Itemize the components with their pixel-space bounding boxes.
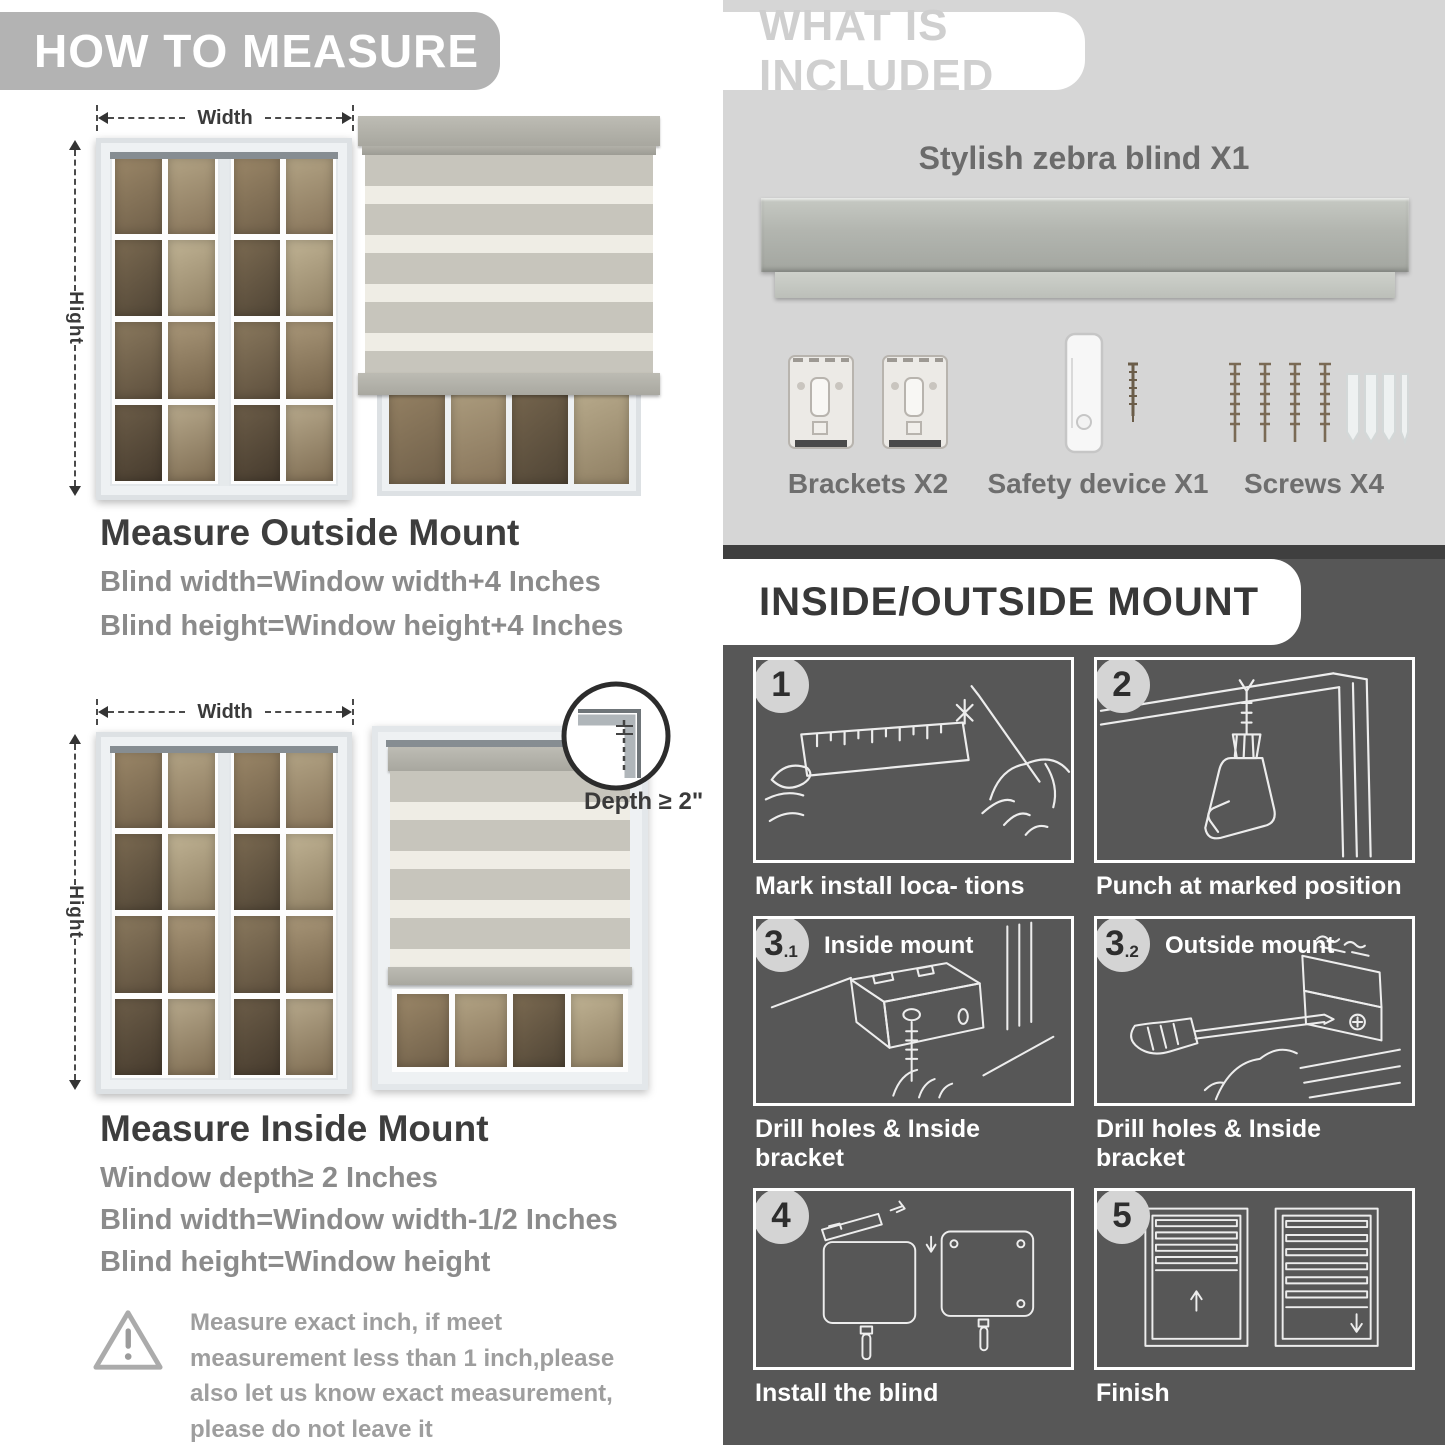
step-4-caption: Install the blind <box>755 1379 939 1407</box>
window-illustration <box>96 732 352 1094</box>
window-pane <box>234 834 281 911</box>
window-pane <box>168 405 215 482</box>
height-label: Hight <box>65 885 87 939</box>
window-pane <box>455 994 507 1067</box>
screws-icon <box>1219 350 1409 460</box>
step-4-image <box>753 1188 1074 1370</box>
arrow-down-icon <box>69 486 81 496</box>
what-is-included-header <box>723 1 1085 100</box>
step-3-1-image <box>753 916 1074 1106</box>
window-pane <box>234 751 281 828</box>
dimension-tick <box>352 699 354 725</box>
window-mullion <box>220 746 229 1080</box>
window-pane <box>286 916 333 993</box>
included-labels-row <box>753 468 1415 500</box>
step-1-caption: Mark install loca- tions <box>755 872 1025 900</box>
arrow-right-icon <box>342 706 352 718</box>
warning-text: Measure exact inch, if meet measurement less than 1 inch,please also let us know exact measurement, please do not leave it <box>190 1309 615 1443</box>
window-pane <box>115 999 162 1076</box>
window-sash <box>110 152 220 486</box>
window-pane <box>234 322 281 399</box>
included-items-row <box>753 330 1415 460</box>
zebra-blind-outside-figure <box>358 116 660 502</box>
step-4 <box>753 1188 1074 1423</box>
window-pane <box>115 322 162 399</box>
window-sash <box>229 152 339 486</box>
window-pane <box>234 157 281 234</box>
step-3-2 <box>1094 916 1415 1188</box>
width-label: Width <box>197 700 253 723</box>
window-sash <box>229 746 339 1080</box>
window-pane <box>286 999 333 1076</box>
inside-mount-title: Measure Inside Mount <box>100 1108 489 1149</box>
step-5-caption: Finish <box>1096 1379 1170 1407</box>
window-pane <box>286 157 333 234</box>
arrow-up-icon <box>69 734 81 744</box>
window-pane <box>168 916 215 993</box>
window-pane <box>115 157 162 234</box>
height-label: Hight <box>65 291 87 345</box>
outside-formula-width: Blind width=Window width+4 Inches <box>100 566 601 598</box>
window-outside-figure <box>62 104 354 504</box>
window-pane <box>115 240 162 317</box>
step-5-image <box>1094 1188 1415 1370</box>
step-3-2-image <box>1094 916 1415 1106</box>
window-pane <box>115 916 162 993</box>
height-dimension-arrow <box>62 734 88 1090</box>
window-pane <box>513 994 565 1067</box>
window-pane <box>168 834 215 911</box>
blind-cassette-lip <box>362 146 656 155</box>
right-column <box>723 0 1445 1445</box>
step-5-badge: 5 <box>1094 1188 1150 1244</box>
dimension-tick <box>352 105 354 131</box>
inside-formula-height: Blind height=Window height <box>100 1246 491 1278</box>
window-inside-figure <box>62 698 354 1098</box>
blind-fabric-stripes <box>365 155 653 373</box>
measure-warning <box>92 1305 662 1445</box>
arrow-left-icon <box>98 706 108 718</box>
inside-outside-mount-title: INSIDE/OUTSIDE MOUNT <box>759 579 1260 624</box>
what-is-included-title: WHAT IS INCLUDED <box>759 1 995 100</box>
window-pane <box>168 157 215 234</box>
arrow-right-icon <box>342 112 352 124</box>
brackets-icon <box>783 348 953 460</box>
blind-bottom-rail <box>358 373 660 395</box>
window-sash <box>110 746 220 1080</box>
blind-cassette <box>358 116 660 146</box>
installation-steps-grid <box>753 657 1415 1423</box>
headrail-lip <box>775 272 1395 298</box>
step-2-caption: Punch at marked position <box>1096 872 1402 900</box>
step-1-badge: 1 <box>753 657 809 713</box>
headrail-image <box>761 198 1409 272</box>
width-dimension-arrow <box>96 104 354 132</box>
step-2-badge: 2 <box>1094 657 1150 713</box>
inside-mount-label: Inside mount <box>824 932 974 959</box>
step-2-image <box>1094 657 1415 863</box>
window-pane <box>168 999 215 1076</box>
safety-device-image <box>983 330 1213 460</box>
glass-grid <box>397 994 623 1067</box>
step-4-badge: 4 <box>753 1188 809 1244</box>
window-pane <box>286 322 333 399</box>
outside-formula-height: Blind height=Window height+4 Inches <box>100 610 624 642</box>
window-pane <box>286 405 333 482</box>
how-to-measure-header <box>0 12 500 90</box>
outside-mount-label: Outside mount <box>1165 932 1335 959</box>
arrow-down-icon <box>69 1080 81 1090</box>
window-pane <box>286 240 333 317</box>
glass-grid <box>234 157 334 481</box>
safety-device-label: Safety device X1 <box>987 468 1209 499</box>
window-pane <box>234 240 281 317</box>
window-pane <box>168 322 215 399</box>
window-pane <box>234 405 281 482</box>
window-pane <box>286 834 333 911</box>
brackets-label: Brackets X2 <box>787 468 949 499</box>
blind-bottom-rail <box>388 967 632 985</box>
inside-formula-width: Blind width=Window width-1/2 Inches <box>100 1204 618 1236</box>
arrow-up-icon <box>69 140 81 150</box>
glass-grid <box>115 751 215 1075</box>
window-pane <box>115 834 162 911</box>
step-3-1-caption: Drill holes & Inside bracket <box>755 1115 981 1172</box>
width-label: Width <box>197 106 253 129</box>
panel-top-strip <box>723 545 1445 559</box>
window-pane <box>234 999 281 1076</box>
depth-label: Depth ≥ 2" <box>584 788 704 815</box>
what-is-included-section <box>723 0 1445 545</box>
step-3-1 <box>753 916 1074 1188</box>
step-2 <box>1094 657 1415 916</box>
brackets-image <box>753 330 983 460</box>
height-dimension-arrow <box>62 140 88 496</box>
window-pane <box>234 916 281 993</box>
outside-mount-title: Measure Outside Mount <box>100 512 520 553</box>
step-3-2-badge: 3 .2 <box>1094 916 1150 972</box>
how-to-measure-title: HOW TO MEASURE <box>34 25 480 77</box>
window-pane <box>115 751 162 828</box>
product-label: Stylish zebra blind X1 <box>918 140 1250 176</box>
screws-image <box>1213 330 1415 460</box>
safety-device-icon <box>1038 330 1158 460</box>
window-pane <box>397 994 449 1067</box>
depth-magnifier-icon <box>560 680 672 792</box>
width-dimension-arrow <box>96 698 354 726</box>
window-illustration <box>96 138 352 500</box>
inside-formula-depth: Window depth≥ 2 Inches <box>100 1162 438 1194</box>
step-5 <box>1094 1188 1415 1423</box>
screws-label: Screws X4 <box>1243 468 1385 499</box>
step-3-2-caption: Drill holes & Inside bracket <box>1096 1115 1322 1172</box>
window-mullion <box>220 152 229 486</box>
window-pane <box>168 240 215 317</box>
window-lower-glass <box>392 989 628 1072</box>
warning-triangle-icon <box>92 1305 164 1375</box>
window-pane <box>286 751 333 828</box>
window-pane <box>571 994 623 1067</box>
arrow-left-icon <box>98 112 108 124</box>
glass-grid <box>234 751 334 1075</box>
inside-outside-mount-section <box>723 545 1445 1445</box>
step-1-image <box>753 657 1074 863</box>
inside-outside-mount-header <box>723 559 1301 645</box>
window-pane <box>115 405 162 482</box>
glass-grid <box>115 157 215 481</box>
step-3-1-badge: 3 .1 <box>753 916 809 972</box>
window-pane <box>168 751 215 828</box>
step-1 <box>753 657 1074 916</box>
